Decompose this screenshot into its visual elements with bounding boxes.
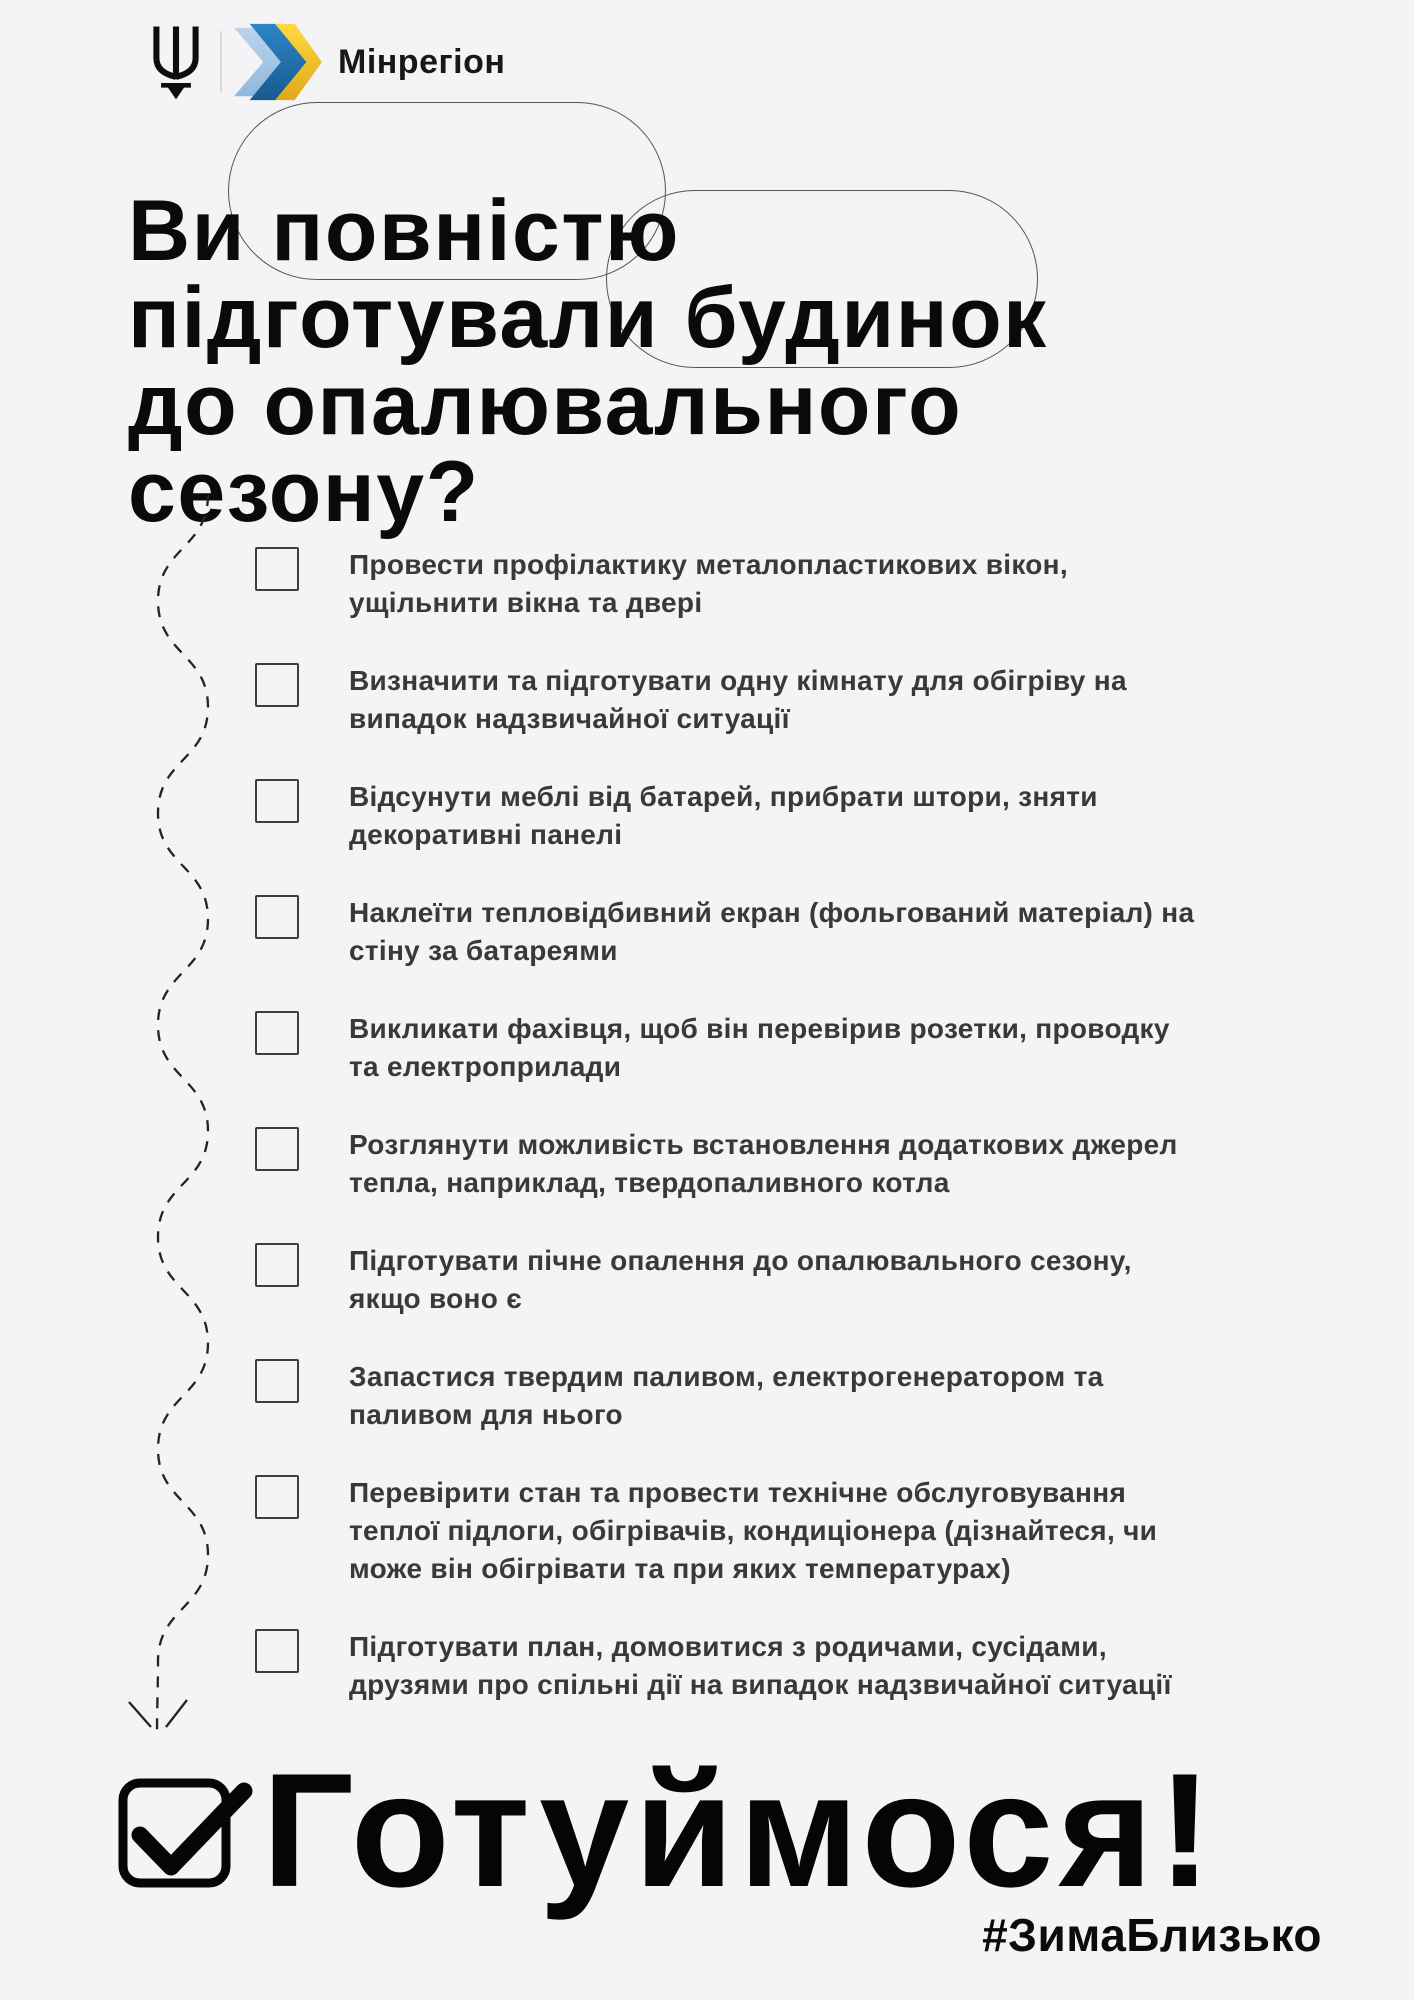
checkbox-icon[interactable]: [255, 1127, 299, 1171]
logo: [148, 22, 505, 102]
checkbox-icon[interactable]: [255, 779, 299, 823]
checkbox-icon[interactable]: [255, 663, 299, 707]
checklist: [255, 546, 1369, 1704]
checklist-row: [255, 662, 1369, 738]
org-name: Мінрегіон: [338, 42, 506, 81]
checklist-row: [255, 1358, 1369, 1434]
checkbox-icon[interactable]: [255, 895, 299, 939]
page-title: Ви повністю підготували будинок до опалювального сезону?: [128, 182, 1048, 540]
checklist-item-text: Викликати фахівця, щоб він перевірив розетки, проводку та електроприлади: [349, 1013, 1170, 1082]
trident-icon: [148, 23, 204, 101]
checklist-item-text: Перевірити стан та провести технічне обслуговування теплої підлоги, обігрівачів, кондиціонера (дізнайтеся, чи може він обігрівати та при яких температурах): [349, 1477, 1158, 1584]
checkbox-icon[interactable]: [255, 1243, 299, 1287]
checklist-row: [255, 546, 1369, 622]
checkbox-icon[interactable]: [255, 547, 299, 591]
checkbox-icon[interactable]: [255, 1011, 299, 1055]
checked-checkbox-icon: [116, 1772, 256, 1892]
logo-divider: [220, 31, 222, 93]
checklist-row: [255, 1010, 1369, 1086]
checklist-item-text: Відсунути меблі від батарей, прибрати штори, зняти декоративні панелі: [349, 781, 1098, 850]
checklist-row: [255, 1474, 1369, 1588]
checklist-item-text: Підготувати пічне опалення до опалювального сезону, якщо воно є: [349, 1245, 1132, 1314]
chevrons-icon: [234, 23, 322, 101]
checklist-item-text: Наклеїти тепловідбивний екран (фольгований матеріал) на стіну за батареями: [349, 897, 1195, 966]
checklist-item-text: Провести профілактику металопластикових вікон, ущільнити вікна та двері: [349, 549, 1068, 618]
checkbox-icon[interactable]: [255, 1359, 299, 1403]
checklist-item-text: Визначити та підготувати одну кімнату для обігріву на випадок надзвичайної ситуації: [349, 665, 1127, 734]
checklist-row: [255, 778, 1369, 854]
checklist-row: [255, 894, 1369, 970]
checklist-item-text: Розглянути можливість встановлення додаткових джерел тепла, наприклад, твердопаливного котла: [349, 1129, 1178, 1198]
cta-text: Готуймося!: [262, 1740, 1217, 1921]
checklist-row: [255, 1628, 1369, 1704]
checkbox-icon[interactable]: [255, 1475, 299, 1519]
checklist-item-text: Підготувати план, домовитися з родичами, сусідами, друзями про спільні дії на випадок надзвичайної ситуації: [349, 1631, 1172, 1700]
hashtag: #ЗимаБлизько: [982, 1909, 1322, 1961]
checklist-item-text: Запастися твердим паливом, електрогенератором та паливом для нього: [349, 1361, 1104, 1430]
checklist-row: [255, 1126, 1369, 1202]
checkbox-icon[interactable]: [255, 1629, 299, 1673]
checklist-row: [255, 1242, 1369, 1318]
